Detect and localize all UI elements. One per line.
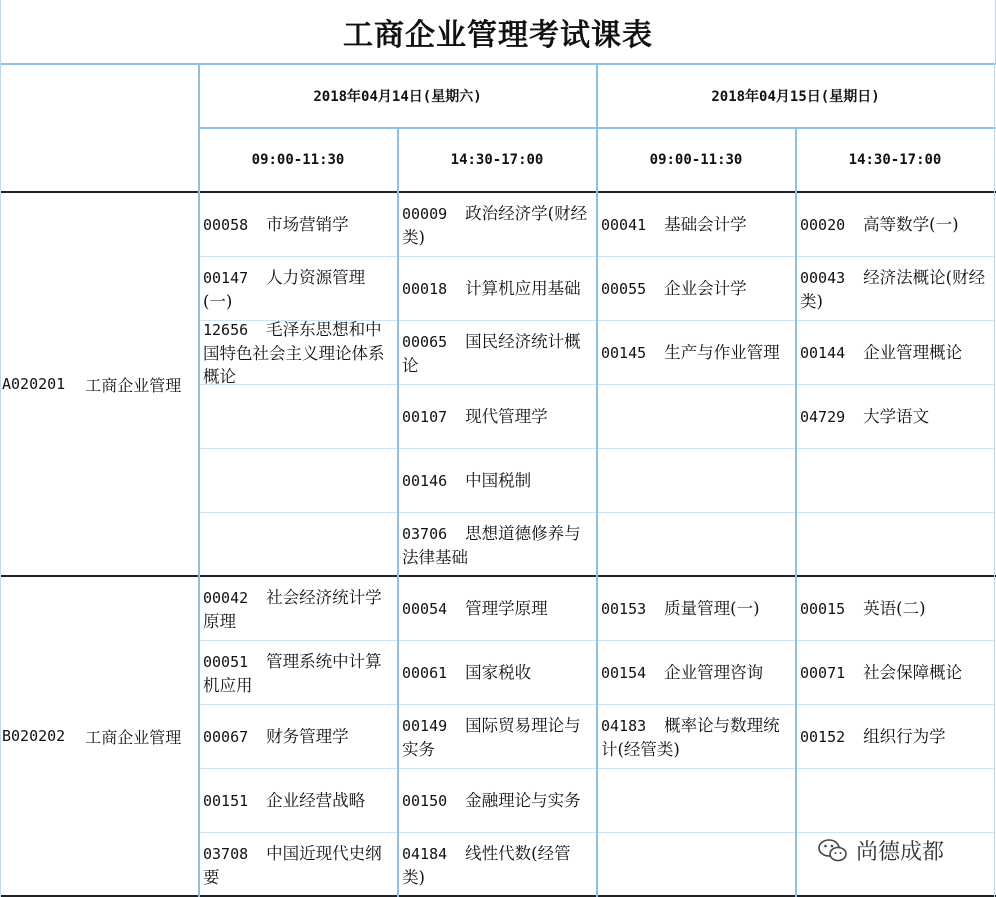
course-code: 03706 bbox=[402, 524, 448, 543]
day-header-1: 2018年04月14日(星期六) bbox=[313, 88, 482, 105]
course-cell bbox=[199, 641, 393, 705]
watermark-text: 尚德成都 bbox=[856, 840, 945, 865]
course-cell bbox=[796, 705, 990, 769]
major-code: A020201 bbox=[2, 375, 66, 393]
course-entry bbox=[203, 266, 391, 313]
course-code: 00149 bbox=[402, 716, 448, 735]
course-cell bbox=[199, 769, 393, 833]
course-code: 00146 bbox=[402, 472, 448, 490]
course-name: 中国税制 bbox=[465, 471, 532, 490]
course-code: 00055 bbox=[601, 280, 647, 298]
course-name: 管理学原理 bbox=[465, 599, 548, 618]
course-name: 思想道德修养与法律基础 bbox=[402, 523, 581, 567]
course-code: 00067 bbox=[203, 728, 249, 746]
course-cell bbox=[398, 321, 592, 385]
course-entry bbox=[203, 586, 391, 633]
day-header-2: 2018年04月15日(星期日) bbox=[711, 88, 880, 105]
course-code: 00042 bbox=[203, 588, 249, 607]
course-cell bbox=[199, 257, 393, 321]
course-code: 00018 bbox=[402, 280, 448, 298]
course-entry bbox=[402, 842, 590, 889]
course-code: 00154 bbox=[601, 664, 647, 682]
course-code: 00107 bbox=[402, 408, 448, 426]
course-name: 国际贸易理论与实务 bbox=[402, 715, 581, 759]
course-entry bbox=[203, 842, 391, 889]
course-name: 政治经济学(财经类) bbox=[402, 203, 588, 247]
major-code: B020202 bbox=[2, 727, 66, 745]
course-name: 英语(二) bbox=[863, 599, 926, 618]
course-entry bbox=[601, 213, 747, 237]
course-name: 企业管理概论 bbox=[863, 343, 963, 362]
course-name: 计算机应用基础 bbox=[465, 279, 581, 298]
course-cell bbox=[796, 257, 990, 321]
course-entry bbox=[800, 661, 962, 685]
course-code: 00152 bbox=[800, 728, 846, 746]
course-entry bbox=[800, 725, 946, 749]
course-cell bbox=[796, 641, 990, 705]
course-entry bbox=[402, 661, 531, 685]
course-code: 00150 bbox=[402, 792, 448, 810]
course-entry bbox=[800, 597, 926, 621]
course-name: 中国近现代史纲要 bbox=[203, 843, 382, 887]
course-name: 企业管理咨询 bbox=[664, 663, 764, 682]
course-cell bbox=[597, 705, 791, 769]
course-name: 管理系统中计算机应用 bbox=[203, 651, 382, 695]
course-code: 00065 bbox=[402, 332, 448, 351]
course-name: 组织行为学 bbox=[863, 727, 946, 746]
course-cell bbox=[597, 321, 791, 385]
course-code: 04729 bbox=[800, 408, 846, 426]
course-entry bbox=[601, 341, 780, 365]
major-label-a bbox=[2, 193, 198, 575]
course-name: 企业经营战略 bbox=[266, 791, 366, 810]
course-code: 00058 bbox=[203, 216, 249, 234]
course-cell bbox=[398, 769, 592, 833]
course-entry bbox=[203, 213, 349, 237]
course-name: 社会保障概论 bbox=[863, 663, 963, 682]
time-slot-header: 14:30-17:00 bbox=[450, 151, 544, 168]
course-name: 概率论与数理统计(经管类) bbox=[601, 715, 780, 759]
course-entry bbox=[601, 714, 789, 761]
course-entry bbox=[800, 405, 929, 429]
time-slot-header: 14:30-17:00 bbox=[848, 151, 942, 168]
page-title: 工商企业管理考试课表 bbox=[0, 0, 996, 64]
course-cell bbox=[398, 449, 592, 513]
course-name: 社会经济统计学原理 bbox=[203, 587, 382, 631]
course-name: 生产与作业管理 bbox=[664, 343, 780, 362]
course-cell bbox=[597, 193, 791, 257]
course-entry bbox=[601, 597, 760, 621]
major-label-b bbox=[2, 577, 198, 895]
course-cell bbox=[597, 577, 791, 641]
course-code: 00009 bbox=[402, 204, 448, 223]
major-name: 工商企业管理 bbox=[85, 727, 182, 747]
watermark bbox=[818, 835, 944, 866]
course-code: 00147 bbox=[203, 268, 249, 287]
course-name: 国民经济统计概论 bbox=[402, 331, 581, 375]
wechat-icon bbox=[818, 838, 848, 864]
divider bbox=[0, 63, 1, 897]
course-code: 03708 bbox=[203, 844, 249, 863]
course-cell bbox=[796, 321, 990, 385]
course-entry bbox=[402, 789, 581, 813]
course-entry bbox=[601, 661, 763, 685]
course-cell bbox=[199, 577, 393, 641]
course-cell bbox=[199, 833, 393, 897]
course-cell bbox=[398, 641, 592, 705]
course-entry bbox=[402, 277, 581, 301]
divider bbox=[994, 63, 995, 897]
course-entry bbox=[601, 277, 747, 301]
time-slot-header: 09:00-11:30 bbox=[649, 151, 743, 168]
course-code: 00071 bbox=[800, 664, 846, 682]
course-name: 线性代数(经管类) bbox=[402, 843, 571, 887]
course-code: 12656 bbox=[203, 321, 249, 339]
course-name: 财务管理学 bbox=[266, 727, 349, 746]
course-entry bbox=[402, 330, 590, 377]
course-code: 00144 bbox=[800, 344, 846, 362]
course-cell bbox=[199, 321, 393, 385]
course-cell bbox=[597, 257, 791, 321]
course-name: 企业会计学 bbox=[664, 279, 747, 298]
course-entry bbox=[203, 650, 391, 697]
course-entry bbox=[203, 725, 349, 749]
course-name: 市场营销学 bbox=[266, 215, 349, 234]
course-code: 00153 bbox=[601, 600, 647, 618]
course-code: 00043 bbox=[800, 268, 846, 287]
course-cell bbox=[398, 257, 592, 321]
course-code: 04184 bbox=[402, 844, 448, 863]
course-cell bbox=[796, 385, 990, 449]
time-slot-header: 09:00-11:30 bbox=[251, 151, 345, 168]
course-code: 00020 bbox=[800, 216, 846, 234]
course-name: 现代管理学 bbox=[465, 407, 548, 426]
course-code: 00061 bbox=[402, 664, 448, 682]
course-cell bbox=[398, 385, 592, 449]
course-name: 国家税收 bbox=[465, 663, 532, 682]
course-name: 基础会计学 bbox=[664, 215, 747, 234]
course-cell bbox=[398, 577, 592, 641]
course-cell bbox=[398, 833, 592, 897]
major-name: 工商企业管理 bbox=[85, 375, 182, 395]
course-name: 经济法概论(财经类) bbox=[800, 267, 986, 311]
course-cell bbox=[199, 705, 393, 769]
course-cell bbox=[398, 705, 592, 769]
course-entry bbox=[800, 341, 962, 365]
course-entry bbox=[203, 789, 365, 813]
course-cell bbox=[199, 193, 393, 257]
course-name: 质量管理(一) bbox=[664, 599, 760, 618]
course-code: 00041 bbox=[601, 216, 647, 234]
course-code: 00054 bbox=[402, 600, 448, 618]
course-name: 毛泽东思想和中国特色社会主义理论体系概论 bbox=[203, 321, 385, 385]
course-entry bbox=[402, 597, 548, 621]
course-code: 00051 bbox=[203, 652, 249, 671]
course-code: 00145 bbox=[601, 344, 647, 362]
course-cell bbox=[796, 577, 990, 641]
course-cell bbox=[398, 513, 592, 577]
course-entry bbox=[203, 321, 391, 385]
course-cell bbox=[398, 193, 592, 257]
course-entry bbox=[800, 266, 988, 313]
course-name: 人力资源管理(一) bbox=[203, 267, 366, 311]
course-name: 金融理论与实务 bbox=[465, 791, 581, 810]
course-cell bbox=[597, 641, 791, 705]
course-code: 04183 bbox=[601, 716, 647, 735]
course-entry bbox=[402, 714, 590, 761]
course-code: 00151 bbox=[203, 792, 249, 810]
course-entry bbox=[402, 522, 590, 569]
course-entry bbox=[402, 469, 531, 493]
course-name: 高等数学(一) bbox=[863, 215, 959, 234]
course-entry bbox=[402, 202, 590, 249]
course-entry bbox=[800, 213, 959, 237]
course-name: 大学语文 bbox=[863, 407, 930, 426]
course-cell bbox=[796, 193, 990, 257]
course-entry bbox=[402, 405, 548, 429]
course-code: 00015 bbox=[800, 600, 846, 618]
